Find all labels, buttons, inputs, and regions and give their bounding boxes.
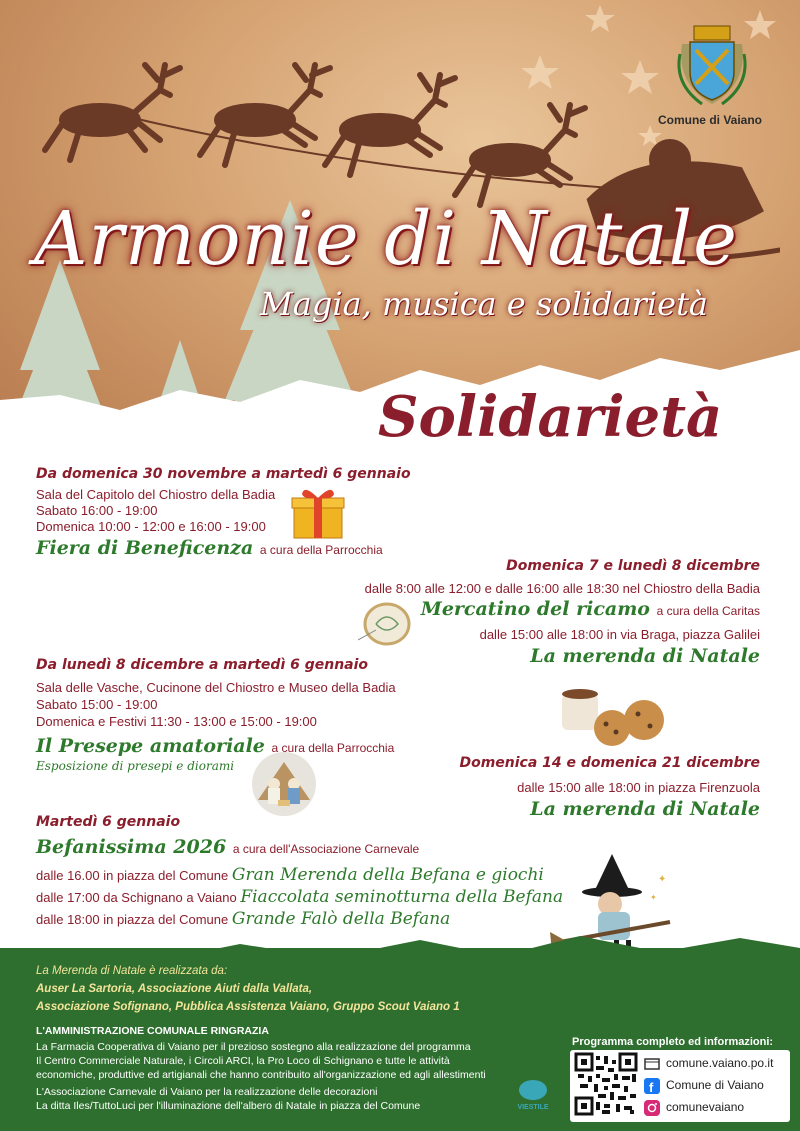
presepe-location: Sala delle Vasche, Cucinone del Chiostro e Museo della Badia xyxy=(36,680,396,695)
befana-line-1-time: dalle 16.00 in piazza del Comune xyxy=(36,868,229,883)
presepe-title-text: Il Presepe amatoriale xyxy=(36,735,265,757)
contact-heading: Programma completo ed informazioni: xyxy=(572,1036,774,1048)
presepe-date: Da lunedì 8 dicembre a martedì 6 gennaio xyxy=(36,657,369,673)
thanks-line-4: L'Associazione Carnevale di Vaiano per la realizzazione delle decorazioni xyxy=(36,1086,378,1098)
cocoa-cookies-icon xyxy=(556,676,672,754)
coat-of-arms-icon xyxy=(672,14,752,110)
section-heading: Solidarietà xyxy=(378,384,723,450)
ricamo-title xyxy=(421,598,760,620)
facebook-link[interactable]: Comune di Vaiano xyxy=(666,1078,764,1092)
thanks-line-1: La Farmacia Cooperativa di Vaiano per il prezioso sostegno alla realizzazione del programma xyxy=(36,1041,471,1053)
presepe-description: Esposizione di presepi e diorami xyxy=(36,759,235,773)
thanks-heading: L'AMMINISTRAZIONE COMUNALE RINGRAZIA xyxy=(36,1025,269,1037)
gift-icon xyxy=(290,484,346,540)
poster-title: Armonie di Natale xyxy=(34,196,738,282)
merenda-credit-heading: La Merenda di Natale è realizzata da: xyxy=(36,965,228,977)
merenda-credit-line-1: Auser La Sartoria, Associazione Aiuti dalla Vallata, xyxy=(36,983,313,995)
embroidery-icon xyxy=(358,600,416,648)
svg-text:✦: ✦ xyxy=(658,874,667,885)
fiera-hours-1: Sabato 16:00 - 19:00 xyxy=(36,503,158,518)
contact-box xyxy=(570,1050,790,1122)
ricamo-organizer: a cura della Caritas xyxy=(656,604,760,618)
presepe-title xyxy=(36,735,394,757)
instagram-icon xyxy=(644,1100,660,1116)
fiera-organizer: a cura della Parrocchia xyxy=(259,543,383,557)
sponsor-logo-text: VIESTILE xyxy=(517,1104,549,1111)
thanks-line-3: economiche, produttive ed artigianali che hanno contribuito all'organizzazione ed agli allestimenti xyxy=(36,1069,486,1081)
befana-line-2-event: Fiaccolata seminotturna della Befana xyxy=(240,887,564,907)
ricamo-date: Domenica 7 e lunedì 8 dicembre xyxy=(506,558,760,574)
presepe-hours-2: Domenica e Festivi 11:30 - 13:00 e 15:00 - 19:00 xyxy=(36,714,317,729)
merenda-credit-line-2: Associazione Sofignano, Pubblica Assistenza Vaiano, Gruppo Scout Vaiano 1 xyxy=(36,1001,460,1013)
befana-line-3-time: dalle 18:00 in piazza del Comune xyxy=(36,912,229,927)
thanks-line-5: La ditta Iles/TuttoLuci per l'illuminazione dell'albero di Natale in piazza del Comune xyxy=(36,1100,421,1112)
qr-code-icon[interactable] xyxy=(574,1052,638,1116)
ricamo-merenda-title: La merenda di Natale xyxy=(530,645,760,667)
fiera-location: Sala del Capitolo del Chiostro della Badia xyxy=(36,487,276,502)
presepe-hours-1: Sabato 15:00 - 19:00 xyxy=(36,697,158,712)
fiera-title xyxy=(36,537,383,559)
befana-line-2 xyxy=(36,889,563,906)
presepe-organizer: a cura della Parrocchia xyxy=(271,741,395,755)
poster-subtitle: Magia, musica e solidarietà xyxy=(260,285,708,323)
thanks-line-2: Il Centro Commerciale Naturale, i Circoli ARCI, la Pro Loco di Schignano e tutte le attività xyxy=(36,1055,450,1067)
befana-line-2-time: dalle 17:00 da Schignano a Vaiano xyxy=(36,890,237,905)
merenda2-hours: dalle 15:00 alle 18:00 in piazza Firenzuola xyxy=(517,780,760,795)
ricamo-merenda-hours: dalle 15:00 alle 18:00 in via Braga, piazza Galilei xyxy=(479,627,760,642)
facebook-icon xyxy=(644,1078,660,1094)
instagram-link[interactable]: comunevaiano xyxy=(666,1100,745,1114)
ricamo-hours: dalle 8:00 alle 12:00 e dalle 16:00 alle 18:30 nel Chiostro della Badia xyxy=(364,581,760,596)
ricamo-title-text: Mercatino del ricamo xyxy=(420,598,650,620)
befana-organizer: a cura dell'Associazione Carnevale xyxy=(232,842,420,856)
merenda2-title: La merenda di Natale xyxy=(530,798,760,820)
fiera-hours-2: Domenica 10:00 - 12:00 e 16:00 - 19:00 xyxy=(36,519,266,534)
befana-line-1-event: Gran Merenda della Befana e giochi xyxy=(231,865,544,885)
befana-title-text: Befanissima 2026 xyxy=(36,836,227,858)
website-link[interactable]: comune.vaiano.po.it xyxy=(666,1056,774,1070)
nativity-icon xyxy=(244,750,324,818)
fiera-title-text: Fiera di Beneficenza xyxy=(36,537,254,559)
svg-text:f: f xyxy=(649,1080,654,1094)
svg-text:✦: ✦ xyxy=(650,893,657,902)
merenda2-date: Domenica 14 e domenica 21 dicembre xyxy=(459,755,760,771)
web-icon xyxy=(644,1058,660,1070)
befana-line-3-event: Grande Falò della Befana xyxy=(231,909,451,929)
befana-title xyxy=(36,836,419,858)
befana-line-1 xyxy=(36,867,544,884)
befana-date: Martedì 6 gennaio xyxy=(36,814,181,830)
comune-label: Comune di Vaiano xyxy=(657,113,762,127)
fiera-date: Da domenica 30 novembre a martedì 6 gennaio xyxy=(36,466,411,482)
